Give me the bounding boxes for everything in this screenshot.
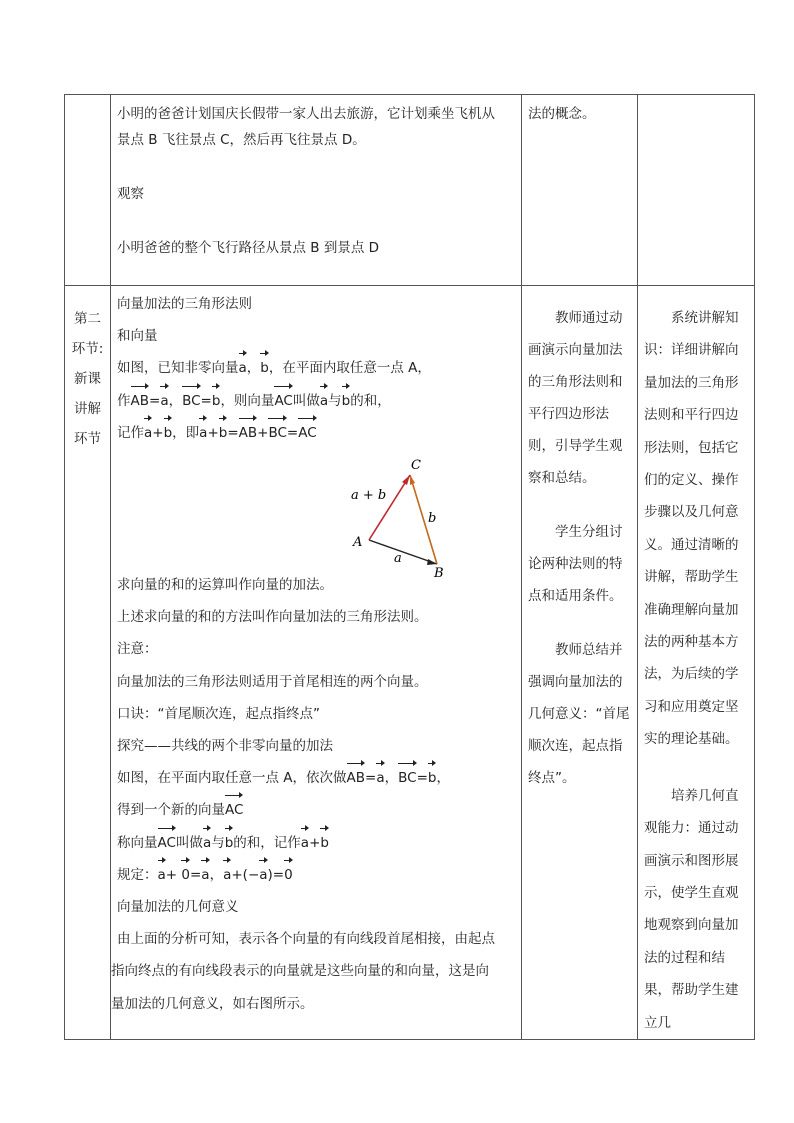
stage-label: 讲解 (74, 401, 101, 417)
paragraph: 法的概念。 (528, 106, 596, 122)
stage-cell (65, 286, 111, 1040)
paragraph: 称向量AC叫做a与b的和，记作a+b (117, 827, 515, 859)
vector-label-b: b (428, 511, 437, 527)
vector-label-sum: a + b (351, 488, 387, 504)
point-label-a: A (353, 535, 363, 551)
paragraph: 如图，在平面内取任意一点 A，依次做AB=a，BC=b， (117, 762, 515, 794)
stage-label: 环节: (71, 341, 104, 357)
paragraph: 指向终点的有向线段表示的向量就是这些向量的和向量，这是向 (111, 963, 489, 980)
paragraph: 景点 B 飞往景点 C，然后再飞往景点 D。 (117, 132, 366, 148)
paragraph: 记作a+b，即a+b=AB+BC=AC (117, 417, 515, 449)
stage-label: 新课 (74, 371, 101, 387)
subsection-title: 向量加法的几何意义 (117, 899, 239, 916)
table-row (65, 95, 755, 286)
paragraph: 小明的爸爸计划国庆长假带一家人出去旅游，它计划乘坐飞机从 (117, 106, 495, 122)
paragraph: 如图，已知非零向量a，b，在平面内取任意一点 A， (117, 352, 515, 384)
content-cell (111, 95, 522, 286)
vector-ac (369, 475, 410, 540)
lesson-plan-table (64, 94, 755, 1040)
activity-cell (522, 286, 638, 1040)
subsection-title: 和向量 (117, 328, 158, 345)
paragraph: 规定：a+ 0=a，a+(−a)=0 (117, 859, 515, 891)
paragraph: 作AB=a，BC=b，则向量AC叫做a与b的和， (117, 385, 515, 417)
paragraph: 由上面的分析可知，表示各个向量的有向线段首尾相接，由起点 (117, 931, 495, 948)
activity-cell (522, 95, 638, 286)
triangle-vector-diagram (349, 455, 469, 582)
paragraph: 小明爸爸的整个飞行路径从景点 B 到景点 D (117, 240, 380, 256)
stage-cell-empty (65, 95, 111, 286)
content-cell (111, 286, 522, 1040)
stage-label: 第二 (74, 311, 101, 327)
paragraph: 得到一个新的向量AC (117, 794, 515, 826)
paragraph: 学生分组讨论两种法则的特点和适用条件。 (528, 524, 623, 604)
paragraph: 量加法的几何意义，如右图所示。 (111, 995, 314, 1012)
point-label-c: C (411, 458, 421, 474)
subsection-title: 探究——共线的两个非零向量的加法 (117, 738, 333, 755)
arrowhead-ac (402, 475, 410, 485)
section-title: 向量加法的三角形法则 (117, 296, 252, 312)
stage-label: 环节 (74, 431, 101, 447)
paragraph: 培养几何直观能力：通过动画演示和图形展示，使学生直观地观察到向量加法的过程和结果，帮助学生建立几 (644, 787, 739, 1031)
mnemonic: 口诀：“首尾顺次连，起点指终点” (117, 705, 320, 722)
paragraph: 向量加法的三角形法则适用于首尾相连的两个向量。 (117, 673, 428, 690)
vector-ab (369, 540, 437, 567)
note-label: 注意： (117, 641, 158, 658)
table-row (65, 286, 755, 1040)
heading-observe: 观察 (117, 186, 144, 202)
paragraph: 上述求向量的和的方法叫作向量加法的三角形法则。 (117, 609, 428, 626)
vector-label-a: a (394, 551, 402, 567)
arrowhead-bc (410, 475, 415, 485)
point-label-b: B (434, 566, 444, 582)
paragraph: 系统讲解知识：详细讲解向量加法的三角形法则和平行四边形法则，包括它们的定义、操作步骤以及几何意义。通过清晰的讲解，帮助学生准确理解向量加法的两种基本方法，为后续的学习和应用奠定坚实的理论基础。 (644, 310, 739, 748)
intent-cell (638, 95, 755, 286)
paragraph: 教师通过动画演示向量加法的三角形法则和平行四边形法则，引导学生观察和总结。 (528, 310, 623, 486)
paragraph: 求向量的和的运算叫作向量的加法。 (117, 577, 333, 594)
paragraph: 教师总结并强调向量加法的几何意义：“首尾顺次连，起点指终点”。 (528, 642, 630, 786)
intent-cell (638, 286, 755, 1040)
